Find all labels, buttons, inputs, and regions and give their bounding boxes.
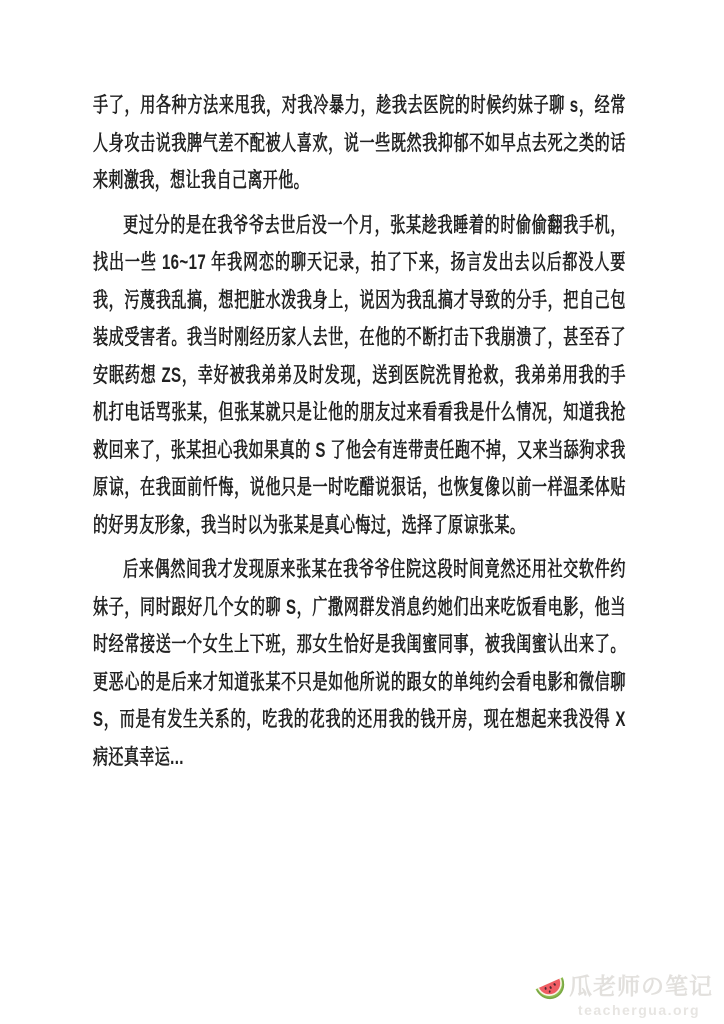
watermark-site-url: teachergua.org — [577, 1002, 701, 1018]
watermelon-icon — [533, 966, 566, 1002]
watermark — [533, 966, 717, 1018]
document-body — [93, 87, 626, 783]
paragraph: 手了，用各种方法来甩我，对我冷暴力，趁我去医院的时候约妹子聊 s，经常人身攻击说我脾气差不配被人喜欢，说一些既然我抑郁不如早点去死之类的话来刺激我，想让我自己离开他。 — [93, 94, 626, 192]
paragraph: 更过分的是在我爷爷去世后没一个月，张某趁我睡着的时偷偷翻我手机，找出一些 16~17 年我网恋的聊天记录，拍了下来，扬言发出去以后都没人要我，污蔑我乱搞，想把脏水泼我身上，说因为我乱搞才导致的分手，把自己包装成受害者。我当时刚经历家人去世，在他的不断打击下我崩溃了，甚至吞了安眠药想 ZS，幸好被我弟弟及时发现，送到医院洗胃抢救，我弟弟用我的手机打电话骂张某，但张某就只是让他的朋友过来看看我是什么情况，知道我抢救回来了，张某担心我如果真的 S 了他会有连带责任跑不掉，又来当舔狗求我原谅，在我面前忏悔，说他只是一时吃醋说狠话，也恢复像以前一样温柔体贴的好男友形象，我当时以为张某是真心悔过，选择了原谅张某。 — [93, 213, 626, 537]
watermark-row — [533, 966, 717, 1002]
paragraph: 后来偶然间我才发现原来张某在我爷爷住院这段时间竟然还用社交软件约妹子，同时跟好几个女的聊 S，广撒网群发消息约她们出来吃饭看电影，他当时经常接送一个女生上下班，那女生恰好是我闺蜜同事，被我闺蜜认出来了。更恶心的是后来才知道张某不只是如他所说的跟女的单纯约会看电影和微信聊 S，而是有发生关系的，吃我的花我的还用我的钱开房，现在想起来我没得 X 病还真幸运... — [93, 558, 626, 769]
watermark-brand: 瓜老师の笔记 — [569, 972, 713, 999]
